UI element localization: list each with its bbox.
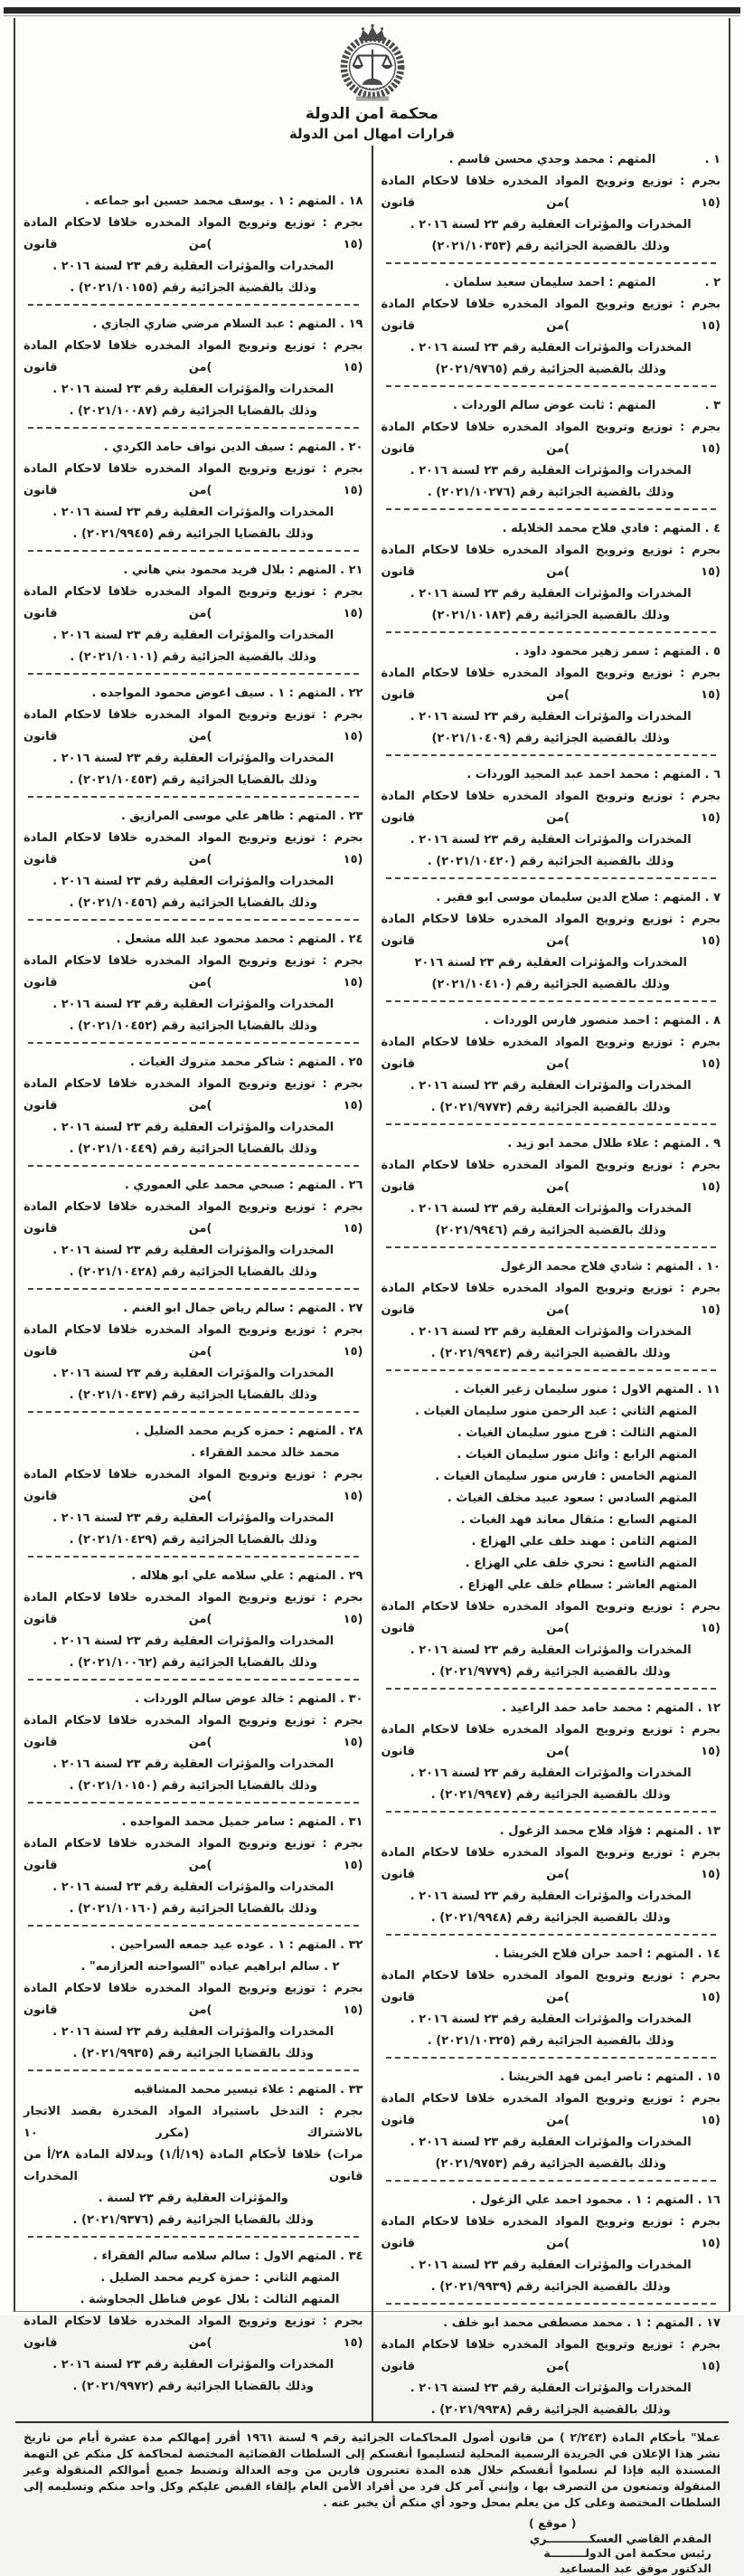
case-entry bbox=[24, 437, 363, 545]
charge-line: مرات) خلافا لأحكام المادة (١٩/أ/١) وبدلالة المادة ٢٨/أ من قانون المخدرات bbox=[24, 2145, 363, 2188]
case-entry bbox=[381, 149, 721, 258]
charge-line: المخدرات والمؤثرات العقلية رقم ٢٣ لسنة ٢٠١٦ . bbox=[24, 748, 363, 770]
case-number-line: وذلك بالقضايا الجزائية رقم (٢٠٢١/١٠٤٥٢) . bbox=[24, 1016, 363, 1037]
charge-line: المخدرات والمؤثرات العقلية رقم ٢٣ لسنة ٢٠١٦ . bbox=[381, 1763, 721, 1785]
charge-line: بجرم : توزيع وترويج المواد المخدره خلافا لاحكام المادة (١٥ )من قانون bbox=[24, 582, 363, 625]
charge-line: المخدرات والمؤثرات العقلية رقم ٢٣ لسنة ٢٠١٦ . bbox=[381, 214, 721, 236]
charge-line: بجرم : توزيع وترويج المواد المخدره خلافا لاحكام المادة (١٥ )من قانون bbox=[24, 1197, 363, 1240]
charge-line: المخدرات والمؤثرات العقلية رقم ٢٣ لسنة ٢٠١٦ . bbox=[24, 871, 363, 893]
column-divider bbox=[372, 146, 373, 2421]
case-number-line: وذلك بالقضايا الجزائية رقم (٢٠٢١/١٠٠٨٧) . bbox=[24, 401, 363, 422]
defendant-line: ٨ . المتهم : احمد منصور فارس الوردات . bbox=[381, 1010, 721, 1032]
charge-line: بجرم : توزيع وترويج المواد المخدره خلافا لاحكام المادة (١٥ )من قانون bbox=[381, 2334, 721, 2378]
case-number-line: وذلك بالقضية الجزائية رقم (٢٠٢١/١٠٣٥٣) bbox=[381, 236, 721, 258]
charge-line: بجرم : توزيع وترويج المواد المخدره خلافا لاحكام المادة (١٥ )من قانون bbox=[381, 2088, 721, 2132]
defendant-line: ٣٠ . المتهم : خالد عوض سالم الوردات . bbox=[24, 1689, 363, 1710]
charge-line: بجرم : التدخل باستيراد المواد المخدرة بقصد الاتجار بالاشتراك (مكرر ١٠ bbox=[24, 2101, 363, 2145]
defendant-line: المتهم الثامن : مهند خلف علي الهزاع . bbox=[381, 1531, 721, 1553]
defendant-line: ١٤ . المتهم : احمد حران فلاح الخريشا . bbox=[381, 1944, 721, 1965]
case-number-line: وذلك بالقضايا الجزائية رقم (٢٠٢١/١٠٤٥٦) . bbox=[24, 893, 363, 914]
charge-line: بجرم : توزيع وترويج المواد المخدره خلافا لاحكام المادة (١٥ )من قانون bbox=[24, 2311, 363, 2354]
dotted-separator bbox=[386, 631, 717, 633]
dotted-separator bbox=[386, 1000, 717, 1002]
charge-line: بجرم : توزيع وترويج المواد المخدره خلافا لاحكام المادة (١٥ )من قانون bbox=[24, 459, 363, 502]
charge-line: بجرم : توزيع وترويج المواد المخدره خلافا لاحكام المادة (١٥ )من قانون bbox=[381, 171, 721, 214]
case-number-line: وذلك بالقضية الجزائية رقم (٢٠٢١/٩٩٤٦) bbox=[381, 1220, 721, 1242]
top-border-bar bbox=[4, 7, 740, 14]
case-number-line: وذلك بالقضية الجزائية رقم (٢٠٢١/٩٩٤٣) . bbox=[381, 1343, 721, 1365]
dotted-separator bbox=[386, 1369, 717, 1371]
page-frame bbox=[14, 18, 730, 2312]
charge-line: بجرم : توزيع وترويج المواد المخدره خلافا لاحكام المادة (١٥ )من قانون bbox=[24, 336, 363, 379]
case-number-line: وذلك بالقضية الجزائية رقم (٢٠٢١/١٠١٠١) . bbox=[24, 647, 363, 668]
case-entry bbox=[24, 929, 363, 1037]
case-entry bbox=[381, 1133, 721, 1242]
case-entry bbox=[24, 1298, 363, 1406]
case-number-line: وذلك بالقضية الجزائية رقم (٢٠٢١/٩٩٣٩) . bbox=[381, 2277, 721, 2298]
charge-line: المخدرات والمؤثرات العقلية رقم ٢٣ لسنة ٢٠١٦ . bbox=[24, 994, 363, 1016]
defendant-line: ١٥ . المتهم : ناصر ايمن فهد الخريشا . bbox=[381, 2067, 721, 2088]
defendant-line: ٣٣ . المتهم : علاء تيسير محمد المشاقبه bbox=[24, 2079, 363, 2101]
case-entry bbox=[381, 641, 721, 750]
charge-line: المخدرات والمؤثرات العقلية رقم ٢٣ لسنة ٢٠١٦ . bbox=[381, 1321, 721, 1343]
dotted-separator bbox=[28, 1556, 359, 1558]
case-entry bbox=[381, 1821, 721, 1929]
defendant-line: ٣٤ . المتهم الاول : سالم سلامه سالم الفقراء . bbox=[24, 2246, 363, 2268]
case-entry bbox=[24, 1812, 363, 1920]
charge-line: المخدرات والمؤثرات العقلية رقم ٢٣ لسنة ٢٠١٦ bbox=[381, 952, 721, 974]
defendant-line: المتهم التاسع : نحري خلف علي الهزاع . bbox=[381, 1553, 721, 1575]
case-number-line: وذلك بالقضايا الجزائية رقم (٢٠٢١/٩٣٧٦) . bbox=[24, 2210, 363, 2231]
charge-line: بجرم : توزيع وترويج المواد المخدره خلافا لاحكام المادة (١٥ )من قانون bbox=[24, 1978, 363, 2022]
charge-line: بجرم : توزيع وترويج المواد المخدره خلافا لاحكام المادة (١٥ )من قانون bbox=[381, 1155, 721, 1198]
charge-line: بجرم : توزيع وترويج المواد المخدره خلافا لاحكام المادة (١٥ )من قانون bbox=[381, 1278, 721, 1321]
defendant-line: ٢٨ . المتهم : حمزه كريم محمد الضليل . bbox=[24, 1421, 363, 1443]
footer-section bbox=[15, 2421, 729, 2576]
defendant-line: ٢ . المتهم : احمد سليمان سعيد سلمان . bbox=[381, 272, 721, 294]
defendant-line: المتهم العاشر : سطام خلف علي الهزاع . bbox=[381, 1575, 721, 1596]
case-number-line: وذلك بالقضية الجزائية رقم (٢٠٢١/١٠١٥٥) . bbox=[24, 278, 363, 299]
defendant-line: ١ . المتهم : محمد وجدي محسن قاسم . bbox=[381, 149, 721, 171]
case-number-line: وذلك بالقضايا الجزائية رقم (٢٠٢١/٩٩٧٢) . bbox=[24, 2376, 363, 2398]
case-entry bbox=[381, 2313, 721, 2421]
dotted-separator bbox=[386, 754, 717, 756]
case-entry bbox=[24, 1175, 363, 1283]
dotted-separator bbox=[386, 2180, 717, 2182]
dotted-separator bbox=[28, 1925, 359, 1927]
dotted-separator bbox=[28, 2236, 359, 2238]
dotted-separator bbox=[386, 2057, 717, 2059]
defendant-line: ٩ . المتهم : علاء طلال محمد ابو زيد . bbox=[381, 1133, 721, 1155]
case-number-line: وذلك بالقضية الجزائية رقم (٢٠٢١/٩٧٧٣) . bbox=[381, 1097, 721, 1119]
charge-line: بجرم : توزيع وترويج المواد المخدره خلافا لاحكام المادة (١٥ )من قانون bbox=[381, 1596, 721, 1640]
column-right bbox=[373, 146, 730, 2421]
case-number-line: وذلك بالقضايا الجزائية رقم (٢٠٢١/٩٩٣٥) . bbox=[24, 2043, 363, 2065]
charge-line: بجرم : توزيع وترويج المواد المخدره خلافا لاحكام المادة (١٥ )من قانون bbox=[381, 786, 721, 829]
charge-line: بجرم : توزيع وترويج المواد المخدره خلافا لاحكام المادة (١٥ )من قانون bbox=[24, 1710, 363, 1754]
charge-line: المخدرات والمؤثرات العقلية رقم ٢٣ لسنة ٢٠١٦ . bbox=[24, 1877, 363, 1899]
case-number-line: وذلك بالقضية الجزائية رقم (٢٠٢١/٩٧٥٣) bbox=[381, 2154, 721, 2175]
charge-line: المخدرات والمؤثرات العقلية رقم ٢٣ لسنة ٢٠١٦ . bbox=[24, 2022, 363, 2043]
charge-line: المخدرات والمؤثرات العقلية رقم ٢٣ لسنة ٢٠١٦ . bbox=[381, 706, 721, 728]
case-number-line: وذلك بالقضية الجزائية رقم (٢٠٢١/١٠٤٠٩) bbox=[381, 728, 721, 750]
charge-line: بجرم : توزيع وترويج المواد المخدره خلافا لاحكام المادة (١٥ )من قانون bbox=[381, 417, 721, 460]
case-entry bbox=[381, 887, 721, 996]
case-entry bbox=[381, 2067, 721, 2175]
charge-line: المخدرات والمؤثرات العقلية رقم ٢٣ لسنة ٢٠١٦ . bbox=[24, 1754, 363, 1776]
footer-paragraph: عملا" بأحكام المادة (٢/٢٤٣ ) من قانون أصول المحاكمات الجزائية رقم ٩ لسنة ١٩٦١ أقرر إمهالكم مدة عشرة أيام من تاريخ نشر هذا الإعلان في الجريدة الرسمية المحلية لتسليموا أنفسكم إلى السلطات القضائية المختصة لمحاكمة كل منكم عن التهمة المسندة اليه فإذا لم تسلموا أنفسكم خلال هذه المدة تعتبرون فارين من وجه العدالة وتضبط جميع أموالكم المنقولة وغير المنقولة وتمنعون من التصرف بها ، وإنني آمر كل فرد من أفراد الأمن العام بإلقاء القبض عليكم وكل واحد منكم وتسليمه إلى السلطات المختصة وعلى كل من يعلم بمحل وجود أي منكم أن يخبر عنه . bbox=[24, 2429, 720, 2511]
charge-line: المخدرات والمؤثرات العقلية رقم ٢٣ لسنة ٢٠١٦ . bbox=[381, 2132, 721, 2154]
defendant-line: المتهم الخامس : فارس منور سليمان الغياث . bbox=[381, 1466, 721, 1488]
charge-line: المخدرات والمؤثرات العقلية رقم ٢٣ لسنة ٢٠١٦ . bbox=[381, 337, 721, 359]
defendant-line: المتهم الرابع : وائل منور سليمان الغياث . bbox=[381, 1444, 721, 1466]
dotted-separator bbox=[386, 1123, 717, 1125]
case-number-line: وذلك بالقضية الجزائية رقم (٢٠٢١/١٠٣٢٥) . bbox=[381, 2031, 721, 2052]
case-entry bbox=[24, 1689, 363, 1797]
defendant-line: المتهم الثاني : حمزة كريم محمد الضليل . bbox=[24, 2268, 363, 2289]
case-entry bbox=[24, 2079, 363, 2231]
dotted-separator bbox=[386, 1246, 717, 1248]
defendant-line: ٣١ . المتهم : سامر جميل محمد المواجده . bbox=[24, 1812, 363, 1833]
case-number-line: وذلك بالقضية الجزائية رقم (٢٠٢١/٩٩٤٧) . bbox=[381, 1785, 721, 1806]
case-entry bbox=[381, 764, 721, 873]
defendant-line: ٦ . المتهم : محمد احمد عبد المجيد الوردات . bbox=[381, 764, 721, 786]
case-number-line: وذلك بالقضايا الجزائية رقم (٢٠٢١/١٠٤٤٩) . bbox=[24, 1139, 363, 1160]
charge-line: بجرم : توزيع وترويج المواد المخدره خلافا لاحكام المادة (١٥ )من قانون bbox=[24, 951, 363, 994]
charge-line: بجرم : توزيع وترويج المواد المخدره خلافا لاحكام المادة (١٥ )من قانون bbox=[24, 705, 363, 748]
dotted-separator bbox=[386, 2303, 717, 2305]
charge-line: المخدرات والمؤثرات العقلية رقم ٢٣ لسنة ٢٠١٦ . bbox=[381, 460, 721, 482]
dotted-separator bbox=[28, 1411, 359, 1413]
charge-line: المخدرات والمؤثرات العقلية رقم ٢٣ لسنة ٢٠١٦ . bbox=[24, 502, 363, 524]
case-entry bbox=[24, 314, 363, 422]
defendant-line: ٢٧ . المتهم : سالم رياض جمال ابو الغنم . bbox=[24, 1298, 363, 1320]
case-entry bbox=[381, 272, 721, 381]
case-number-line: وذلك بالقضية الجزائية رقم (٢٠٢١/٩٧٦٥) bbox=[381, 359, 721, 381]
defendant-line: ٢٦ . المتهم : صبحي محمد علي العموري . bbox=[24, 1175, 363, 1197]
case-entry bbox=[24, 1566, 363, 1674]
charge-line: بجرم : توزيع وترويج المواد المخدره خلافا لاحكام المادة (١٥ )من قانون bbox=[381, 1719, 721, 1763]
case-entry bbox=[381, 1698, 721, 1806]
case-entry bbox=[24, 683, 363, 791]
charge-line: بجرم : توزيع وترويج المواد المخدره خلافا لاحكام المادة (١٥ )من قانون bbox=[381, 2211, 721, 2255]
signed-label: ( موقع ) bbox=[502, 2516, 711, 2532]
charge-line: بجرم : توزيع وترويج المواد المخدره خلافا لاحكام المادة (١٥ )من قانون bbox=[381, 909, 721, 952]
case-entry bbox=[381, 518, 721, 627]
defendant-line: ٢٢ . المتهم : ١ . سيف اعوض محمود المواجده . bbox=[24, 683, 363, 705]
charge-line: بجرم : توزيع وترويج المواد المخدره خلافا لاحكام المادة (١٥ )من قانون bbox=[24, 213, 363, 256]
defendant-line: ٥ . المتهم : سمر زهير محمود داود . bbox=[381, 641, 721, 663]
case-entry bbox=[24, 2246, 363, 2398]
charge-line: المخدرات والمؤثرات العقلية رقم ٢٣ لسنة ٢٠١٦ . bbox=[24, 1508, 363, 1530]
dotted-separator bbox=[386, 508, 717, 510]
charge-line: بجرم : توزيع وترويج المواد المخدره خلافا لاحكام المادة (١٥ )من قانون bbox=[381, 1842, 721, 1886]
defendant-line: ١٠ . المتهم : شادي فلاح محمد الزغول bbox=[381, 1256, 721, 1278]
top-border-thin-line bbox=[4, 15, 740, 16]
column-left bbox=[15, 146, 372, 2421]
case-number-line: وذلك بالقضايا الجزائية رقم (٢٠٢١/١٠٤٣٧) . bbox=[24, 1385, 363, 1406]
defendant-line: ١٧ . المتهم : ١ . محمد مصطفى محمد ابو خلف . bbox=[381, 2313, 721, 2334]
defendant-line: ٧ . المتهم : صلاح الدين سليمان موسى ابو فقير . bbox=[381, 887, 721, 909]
charge-line: المخدرات والمؤثرات العقلية رقم ٢٣ لسنة ٢٠١٦ . bbox=[381, 583, 721, 605]
defendant-line: ٢٤ . المتهم : محمد محمود عبد الله مشعل . bbox=[24, 929, 363, 951]
case-entry bbox=[24, 1421, 363, 1551]
signature-block bbox=[502, 2516, 711, 2576]
charge-line: بجرم : توزيع وترويج المواد المخدره خلافا لاحكام المادة (١٥ )من قانون bbox=[24, 1833, 363, 1877]
charge-line: بجرم : توزيع وترويج المواد المخدره خلافا لاحكام المادة (١٥ )من قانون bbox=[24, 1320, 363, 1363]
defendant-line: ٢٥ . المتهم : شاكر محمد متروك الغياث . bbox=[24, 1052, 363, 1074]
dotted-separator bbox=[28, 796, 359, 798]
case-entry bbox=[24, 191, 363, 299]
dotted-separator bbox=[28, 550, 359, 552]
signature-line: المقدم القاضي العسكـــــــــــري bbox=[502, 2532, 711, 2547]
charge-line: والمؤثرات العقلية رقم ٢٣ لسنة . bbox=[24, 2188, 363, 2210]
charge-line: بجرم : توزيع وترويج المواد المخدره خلافا لاحكام المادة (١٥ )من قانون bbox=[381, 294, 721, 337]
defendant-line: ٢٣ . المتهم : ظاهر علي موسى المرازيق . bbox=[24, 806, 363, 828]
case-number-line: وذلك بالقضايا الجزائية رقم (٢٠٢١/١٠٤٢٩) . bbox=[24, 1530, 363, 1551]
defendant-line: ٤ . المتهم : فادي فلاح محمد الخلايله . bbox=[381, 518, 721, 540]
defendant-line: ٢٠ . المتهم : سيف الدين نواف حامد الكردي . bbox=[24, 437, 363, 459]
dotted-separator bbox=[28, 2069, 359, 2071]
charge-line: بجرم : توزيع وترويج المواد المخدره خلافا لاحكام المادة (١٥ )من قانون bbox=[24, 828, 363, 871]
case-number-line: وذلك بالقضية الجزائية رقم (٢٠٢١/١٠١٨٣) bbox=[381, 605, 721, 627]
case-entry bbox=[24, 1052, 363, 1160]
dotted-separator bbox=[28, 304, 359, 306]
defendant-line: ٢٩ . المتهم : علي سلامه علي ابو هلاله . bbox=[24, 1566, 363, 1587]
defendant-line: ١٦ . المتهم : ١ . محمود احمد علي الزغول . bbox=[381, 2190, 721, 2211]
defendant-line: ٢ . سالم ابراهيم عياده "السواحنه العزازمه" . bbox=[24, 1956, 363, 1978]
charge-line: المخدرات والمؤثرات العقلية رقم ٢٣ لسنة ٢٠١٦ . bbox=[381, 1198, 721, 1220]
page-subtitle: قرارات امهال امن الدولة bbox=[15, 126, 729, 142]
dotted-separator bbox=[386, 1688, 717, 1690]
charge-line: المخدرات والمؤثرات العقلية رقم ٢٣ لسنة ٢٠١٦ . bbox=[381, 2255, 721, 2277]
signature-line: الدكتور موفق عبد المساعيد bbox=[502, 2562, 711, 2576]
signature-line: رئيس محكمة امن الدولـــــــــة bbox=[502, 2546, 711, 2562]
charge-line: بجرم : توزيع وترويج المواد المخدره خلافا لاحكام المادة (١٥ )من قانون bbox=[381, 663, 721, 706]
defendant-line: ٣ . المتهم : ثابت عوض سالم الوردات . bbox=[381, 395, 721, 417]
defendant-line: المتهم الثالث : فرح منور سليمان الغياث . bbox=[381, 1423, 721, 1444]
case-entry bbox=[381, 1944, 721, 2052]
defendant-line: المتهم السادس : سعود عبيد مخلف الغياث . bbox=[381, 1488, 721, 1510]
charge-line: المخدرات والمؤثرات العقلية رقم ٢٣ لسنة ٢٠١٦ . bbox=[24, 256, 363, 278]
case-entry bbox=[24, 560, 363, 668]
case-number-line: وذلك بالقضية الجزائية رقم (٢٠٢١/١٠٤١٠) bbox=[381, 974, 721, 996]
charge-line: المخدرات والمؤثرات العقلية رقم ٢٣ لسنة ٢٠١٦ . bbox=[381, 2009, 721, 2031]
dotted-separator bbox=[28, 1679, 359, 1681]
case-number-line: وذلك بالقضايا الجزائية رقم (٢٠٢١/١٠١٥٠) . bbox=[24, 1776, 363, 1797]
columns bbox=[15, 146, 729, 2421]
case-number-line: وذلك بالقضية الجزائية رقم (٢٠٢١/٩٧٧٩) . bbox=[381, 1662, 721, 1683]
defendant-line: المتهم الثالث : بلال عوض فناطل الجحاوشة . bbox=[24, 2289, 363, 2311]
charge-line: بجرم : توزيع وترويج المواد المخدره خلافا لاحكام المادة (١٥ )من قانون bbox=[381, 1965, 721, 2009]
case-entry bbox=[24, 806, 363, 914]
charge-line: بجرم : توزيع وترويج المواد المخدره خلافا لاحكام المادة (١٥ )من قانون bbox=[24, 1464, 363, 1508]
defendant-line: المتهم السابع : مثقال معاند فهد الغياث . bbox=[381, 1510, 721, 1531]
defendant-line: محمد خالد محمد الفقراء . bbox=[24, 1443, 363, 1464]
defendant-line: ١١ . المتهم الاول : منور سليمان زغير الغياث . bbox=[381, 1379, 721, 1401]
dotted-separator bbox=[28, 919, 359, 921]
dotted-separator bbox=[28, 1288, 359, 1290]
defendant-line: ٢١ . المتهم : بلال فريد محمود بني هاني . bbox=[24, 560, 363, 582]
defendant-line: ١٩ . المتهم : عبد السلام مرضي ضاري الجازي . bbox=[24, 314, 363, 336]
defendant-line: المتهم الثاني : عبد الرحمن منور سليمان الغياث . bbox=[381, 1401, 721, 1423]
court-emblem-icon bbox=[15, 24, 729, 103]
case-entry bbox=[24, 1935, 363, 2065]
dotted-separator bbox=[386, 1934, 717, 1936]
dotted-separator bbox=[386, 262, 717, 264]
dotted-separator bbox=[386, 877, 717, 879]
charge-line: بجرم : توزيع وترويج المواد المخدره خلافا لاحكام المادة (١٥ )من قانون bbox=[24, 1587, 363, 1631]
dotted-separator bbox=[28, 427, 359, 429]
dotted-separator bbox=[386, 385, 717, 387]
charge-line: بجرم : توزيع وترويج المواد المخدره خلافا لاحكام المادة (١٥ )من قانون bbox=[24, 1074, 363, 1117]
charge-line: المخدرات والمؤثرات العقلية رقم ٢٣ لسنة ٢٠١٦ . bbox=[381, 829, 721, 851]
case-entry bbox=[381, 2190, 721, 2298]
dotted-separator bbox=[386, 1811, 717, 1813]
case-number-line: وذلك بالقضية الجزائية رقم (٢٠٢١/٩٩٤٨) . bbox=[381, 1908, 721, 1929]
charge-line: المخدرات والمؤثرات العقلية رقم ٢٣ لسنة ٢٠١٦ . bbox=[24, 379, 363, 401]
page-title: محكمة امن الدولة bbox=[15, 105, 729, 123]
case-number-line: وذلك بالقضايا الجزائية رقم (٢٠٢١/١٠٤٢٨) . bbox=[24, 1262, 363, 1283]
case-number-line: وذلك بالقضايا الجزائية رقم (٢٠٢١/٩٩٤٥) . bbox=[24, 524, 363, 545]
charge-line: المخدرات والمؤثرات العقلية رقم ٢٣ لسنة ٢٠١٦ . bbox=[24, 1240, 363, 1262]
case-number-line: وذلك بالقضية الجزائية رقم (٢٠٢١/١٠٤٢٠) . bbox=[381, 851, 721, 873]
case-number-line: وذلك بالقضايا الجزائية رقم (٢٠٢١/١٠٠٦٢) . bbox=[24, 1653, 363, 1674]
charge-line: المخدرات والمؤثرات العقلية رقم ٢٣ لسنة ٢٠١٦ . bbox=[381, 1075, 721, 1097]
case-number-line: وذلك بالقضية الجزائية رقم (٢٠٢١/١٠٢٧٦) . bbox=[381, 482, 721, 504]
dotted-separator bbox=[28, 1165, 359, 1167]
charge-line: بجرم : توزيع وترويج المواد المخدره خلافا لاحكام المادة (١٥ )من قانون bbox=[381, 540, 721, 583]
charge-line: المخدرات والمؤثرات العقلية رقم ٢٣ لسنة ٢٠١٦ . bbox=[381, 1886, 721, 1908]
case-entry bbox=[381, 1379, 721, 1683]
case-entry bbox=[381, 395, 721, 504]
dotted-separator bbox=[28, 1042, 359, 1044]
charge-line: المخدرات والمؤثرات العقلية رقم ٢٣ لسنة ٢٠١٦ . bbox=[381, 1640, 721, 1662]
charge-line: المخدرات والمؤثرات العقلية رقم ٢٣ لسنة ٢٠١٦ . bbox=[381, 2378, 721, 2400]
charge-line: المخدرات والمؤثرات العقلية رقم ٢٣ لسنة ٢٠١٦ . bbox=[24, 625, 363, 647]
case-number-line: وذلك بالقضايا الجزائية رقم (٢٠٢١/١٠٤٥٣) . bbox=[24, 770, 363, 791]
defendant-line: ١٨ . المتهم : ١ . يوسف محمد حسين ابو جماعه . bbox=[24, 191, 363, 213]
dotted-separator bbox=[28, 1802, 359, 1804]
case-number-line: وذلك بالقضية الجزائية رقم (٢٠٢١/٩٩٣٨) . bbox=[381, 2400, 721, 2421]
dotted-separator bbox=[28, 673, 359, 675]
charge-line: المخدرات والمؤثرات العقلية رقم ٢٣ لسنة ٢٠١٦ . bbox=[24, 1117, 363, 1139]
defendant-line: ١٢ . المتهم : محمد حامد حمد الراعيد . bbox=[381, 1698, 721, 1719]
charge-line: المخدرات والمؤثرات العقلية رقم ٢٣ لسنة ٢٠١٦ . bbox=[24, 2354, 363, 2376]
charge-line: المخدرات والمؤثرات العقلية رقم ٢٣ لسنة ٢٠١٦ . bbox=[24, 1631, 363, 1653]
charge-line: المخدرات والمؤثرات العقلية رقم ٢٣ لسنة ٢٠١٦ . bbox=[24, 1363, 363, 1385]
case-entry bbox=[381, 1256, 721, 1365]
case-entry bbox=[381, 1010, 721, 1119]
charge-line: بجرم : توزيع وترويج المواد المخدره خلافا لاحكام المادة (١٥ )من قانون bbox=[381, 1032, 721, 1075]
defendant-line: ١٣ . المتهم : فؤاد فلاح محمد الزغول . bbox=[381, 1821, 721, 1842]
defendant-line: ٣٢ . المتهم : ١ . عوده عيد جمعه السراحين . bbox=[24, 1935, 363, 1956]
case-number-line: وذلك بالقضايا الجزائية رقم (٢٠٢١/١٠١٦٠) . bbox=[24, 1899, 363, 1920]
page-header bbox=[15, 18, 729, 142]
